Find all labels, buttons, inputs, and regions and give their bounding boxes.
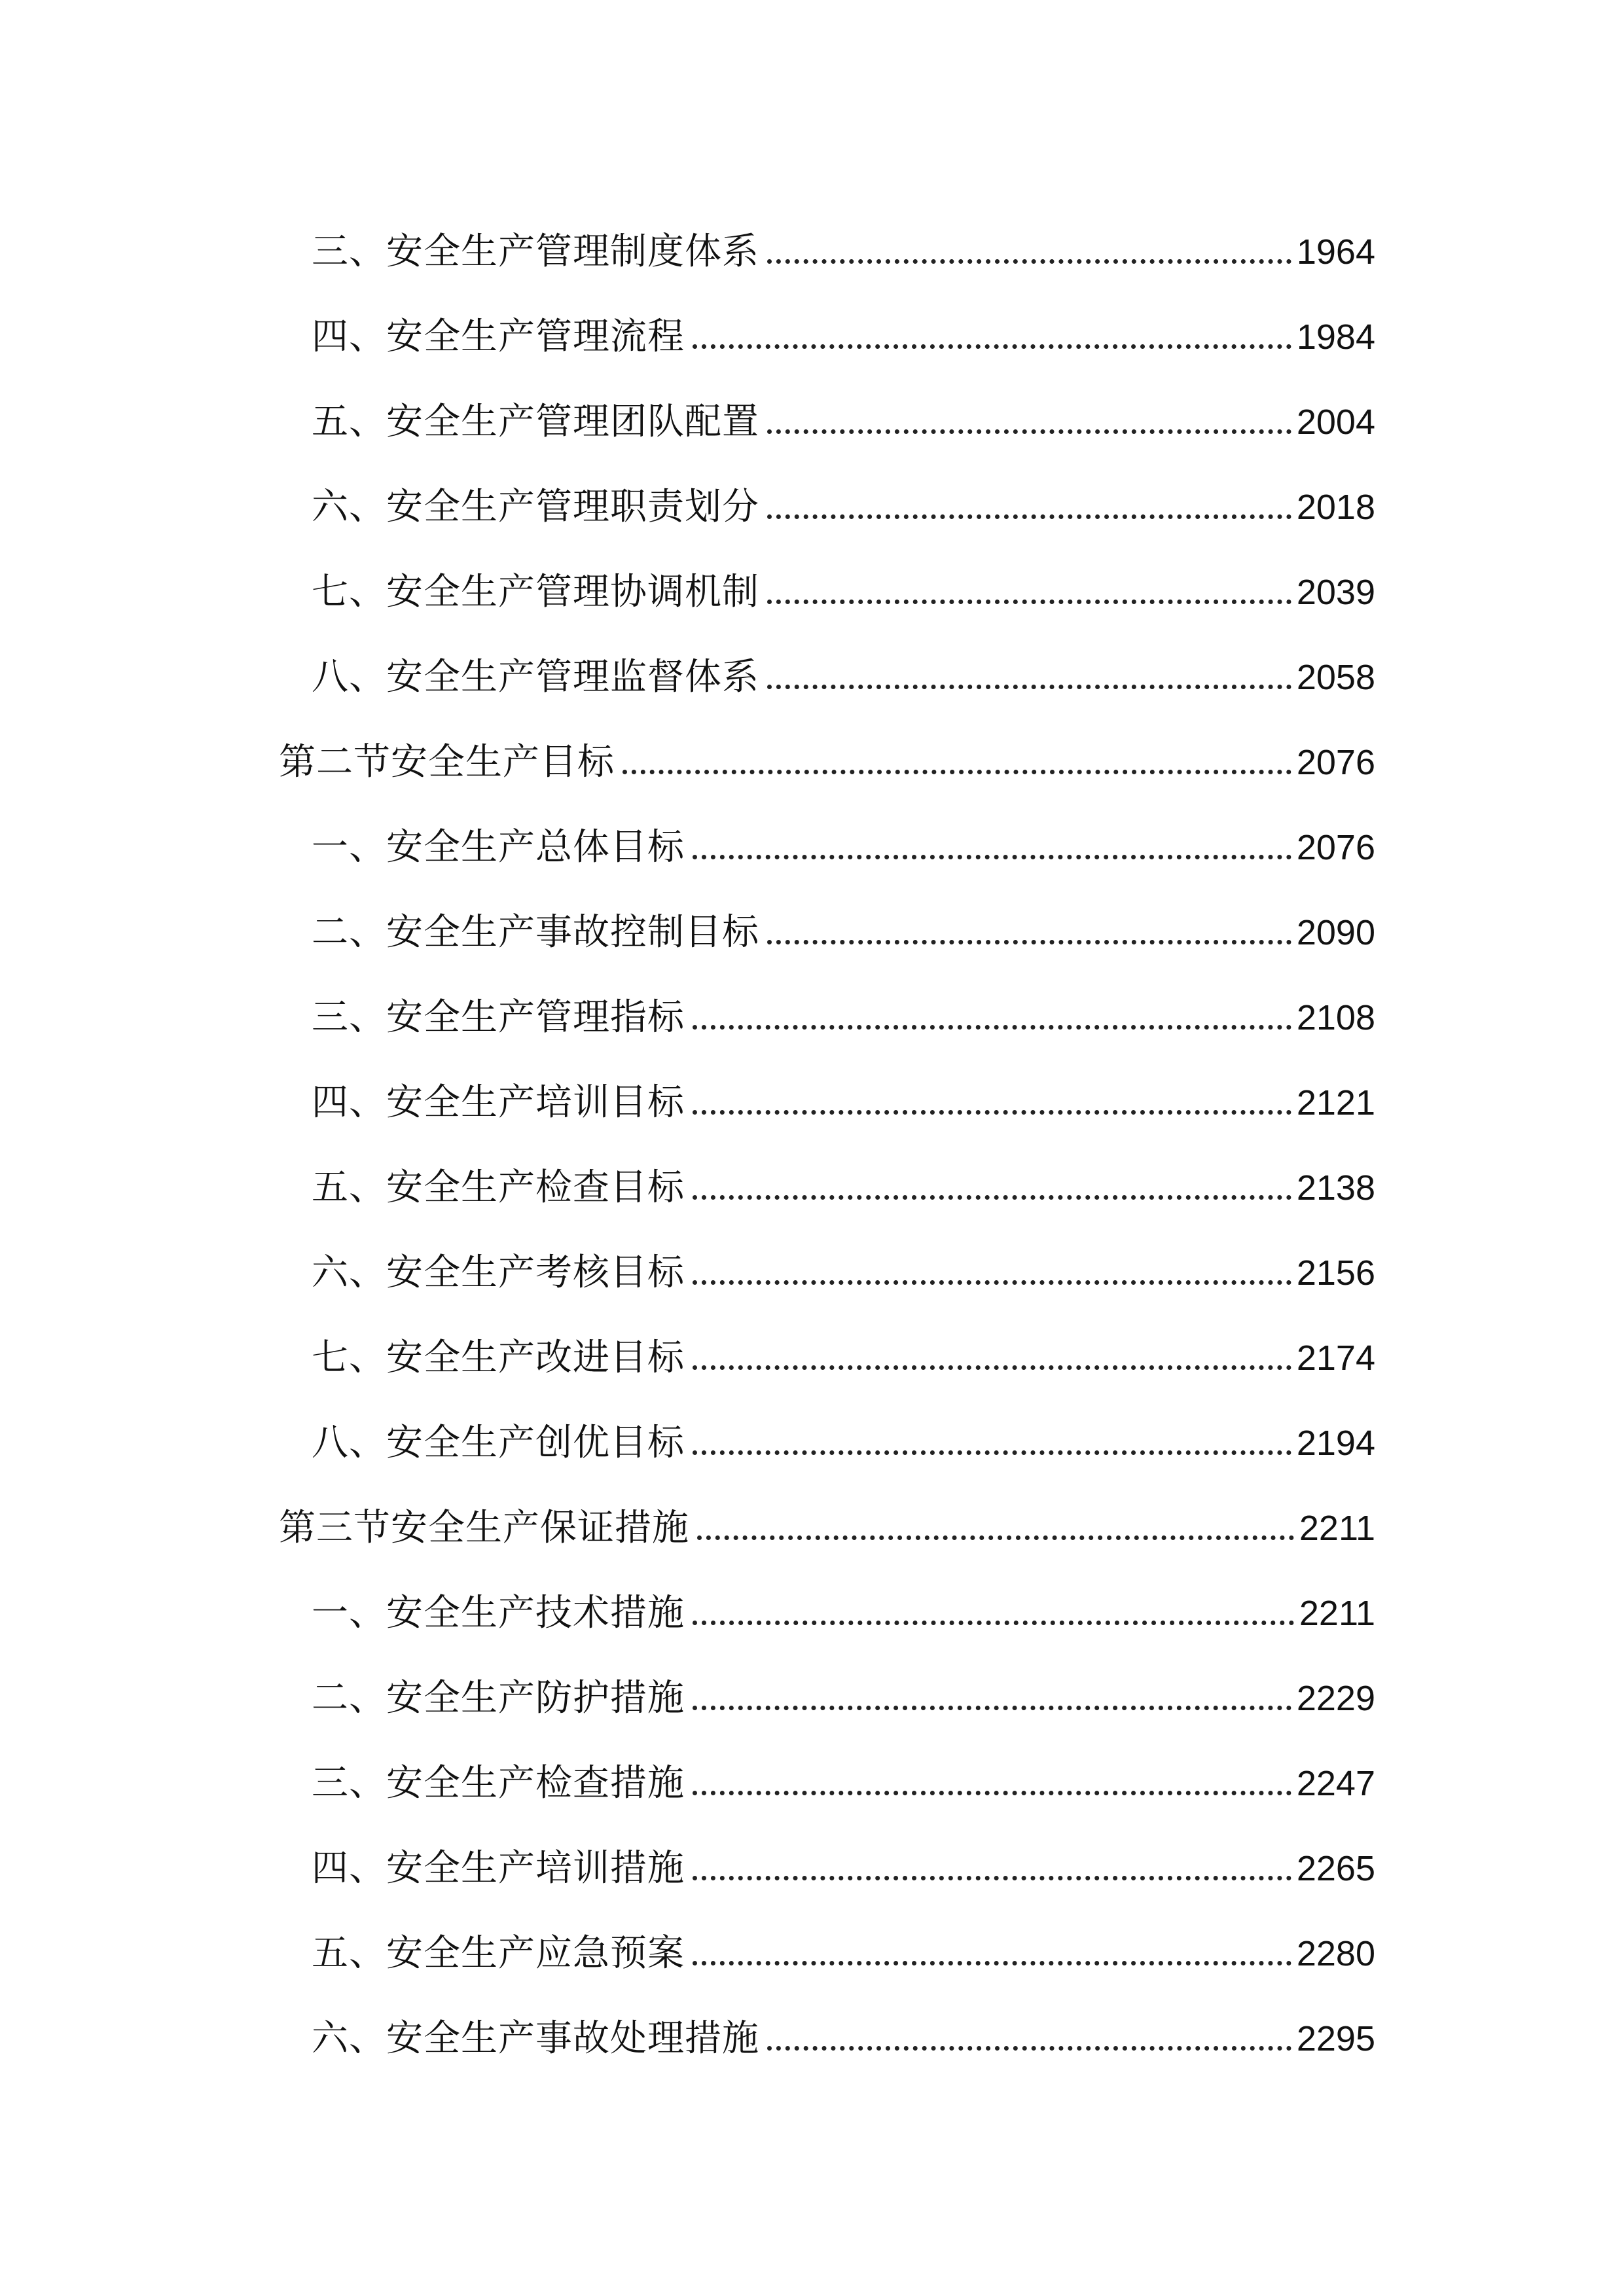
toc-entry-title: 一、安全生产总体目标: [312, 826, 685, 869]
toc-entry[interactable]: [0, 380, 1624, 465]
dot-leader: [693, 829, 1291, 866]
dot-leader: [693, 999, 1291, 1036]
dot-leader: [767, 404, 1291, 440]
toc-page-number: 2280: [1296, 1934, 1375, 1973]
toc-entry[interactable]: [0, 465, 1624, 550]
toc-entry[interactable]: [0, 975, 1624, 1060]
toc-page-number: 2076: [1296, 828, 1375, 867]
toc-entry-title: 一、安全生产技术措施: [312, 1592, 685, 1634]
toc-entry[interactable]: [0, 1401, 1624, 1486]
toc-entry-title: 四、安全生产管理流程: [312, 315, 685, 358]
toc-entry[interactable]: [0, 1571, 1624, 1656]
dot-leader: [693, 1765, 1291, 1802]
toc-entry[interactable]: [0, 1741, 1624, 1826]
toc-entry-title: 四、安全生产培训目标: [312, 1081, 685, 1124]
toc-page-number: 2018: [1296, 488, 1375, 527]
toc-entry-title: 六、安全生产事故处理措施: [312, 2017, 759, 2060]
toc-page-number: 2265: [1296, 1849, 1375, 1888]
toc-entry[interactable]: [0, 209, 1624, 295]
toc-page-number: 2211: [1299, 1594, 1375, 1633]
toc-entry-title: 三、安全生产管理指标: [312, 996, 685, 1039]
toc-entry-title: 第二节安全生产目标: [279, 741, 615, 783]
dot-leader: [693, 1255, 1291, 1291]
dot-leader: [693, 1425, 1291, 1462]
toc-entry-title: 六、安全生产管理职责划分: [312, 486, 759, 528]
toc-entry-title: 八、安全生产创优目标: [312, 1422, 685, 1464]
toc-entry-title: 三、安全生产管理制度体系: [312, 230, 759, 273]
toc-page-number: 2058: [1296, 658, 1375, 697]
dot-leader: [767, 914, 1291, 951]
dot-leader: [693, 1850, 1291, 1887]
toc-page-number: 2194: [1296, 1424, 1375, 1463]
toc-entry[interactable]: [0, 295, 1624, 380]
toc-entry[interactable]: [0, 550, 1624, 635]
toc-entry[interactable]: [0, 890, 1624, 975]
dot-leader: [767, 234, 1291, 270]
toc-page-number: 2090: [1296, 913, 1375, 952]
toc-section-entry[interactable]: [0, 1486, 1624, 1571]
toc-entry-title: 七、安全生产改进目标: [312, 1336, 685, 1379]
dot-leader: [693, 1340, 1291, 1376]
toc-page-number: 1964: [1296, 232, 1375, 272]
toc-page-number: 2247: [1296, 1764, 1375, 1803]
dot-leader: [697, 1510, 1294, 1547]
toc-page-number: 1984: [1296, 317, 1375, 357]
dot-leader: [623, 744, 1291, 781]
dot-leader: [693, 1595, 1294, 1632]
dot-leader: [693, 1170, 1291, 1206]
toc-entry-title: 八、安全生产管理监督体系: [312, 656, 759, 698]
toc-entry[interactable]: [0, 1911, 1624, 1996]
toc-entry-title: 二、安全生产事故控制目标: [312, 911, 759, 954]
toc-page-number: 2229: [1296, 1679, 1375, 1718]
toc-section-entry[interactable]: [0, 720, 1624, 805]
toc-entry[interactable]: [0, 1316, 1624, 1401]
dot-leader: [693, 1085, 1291, 1121]
dot-leader: [693, 319, 1291, 355]
toc-page-number: 2295: [1296, 2019, 1375, 2058]
toc-page-number: 2174: [1296, 1338, 1375, 1378]
toc-entry-title: 五、安全生产管理团队配置: [312, 401, 759, 443]
toc-page-number: 2108: [1296, 998, 1375, 1037]
toc-entry[interactable]: [0, 805, 1624, 890]
toc-page-number: 2211: [1299, 1509, 1375, 1548]
toc-entry[interactable]: [0, 1996, 1624, 2081]
toc-page-number: 2004: [1296, 403, 1375, 442]
dot-leader: [767, 659, 1291, 696]
toc-page-number: 2138: [1296, 1168, 1375, 1208]
dot-leader: [767, 2020, 1291, 2057]
toc-page-number: 2156: [1296, 1253, 1375, 1293]
dot-leader: [767, 489, 1291, 526]
toc-entry-title: 七、安全生产管理协调机制: [312, 571, 759, 613]
toc-entry[interactable]: [0, 635, 1624, 720]
toc-entry-title: 第三节安全生产保证措施: [279, 1507, 689, 1549]
toc-entry-title: 二、安全生产防护措施: [312, 1677, 685, 1719]
table-of-contents: [0, 209, 1624, 2081]
dot-leader: [693, 1680, 1291, 1717]
toc-entry[interactable]: [0, 1656, 1624, 1741]
toc-entry[interactable]: [0, 1230, 1624, 1316]
toc-entry[interactable]: [0, 1145, 1624, 1230]
dot-leader: [767, 574, 1291, 611]
toc-entry-title: 五、安全生产检查目标: [312, 1166, 685, 1209]
toc-entry[interactable]: [0, 1060, 1624, 1145]
toc-page-number: 2039: [1296, 573, 1375, 612]
toc-entry[interactable]: [0, 1826, 1624, 1911]
toc-page-number: 2121: [1296, 1083, 1375, 1122]
toc-entry-title: 三、安全生产检查措施: [312, 1762, 685, 1804]
dot-leader: [693, 1935, 1291, 1972]
toc-page-number: 2076: [1296, 743, 1375, 782]
toc-entry-title: 六、安全生产考核目标: [312, 1251, 685, 1294]
toc-entry-title: 五、安全生产应急预案: [312, 1932, 685, 1975]
toc-entry-title: 四、安全生产培训措施: [312, 1847, 685, 1890]
